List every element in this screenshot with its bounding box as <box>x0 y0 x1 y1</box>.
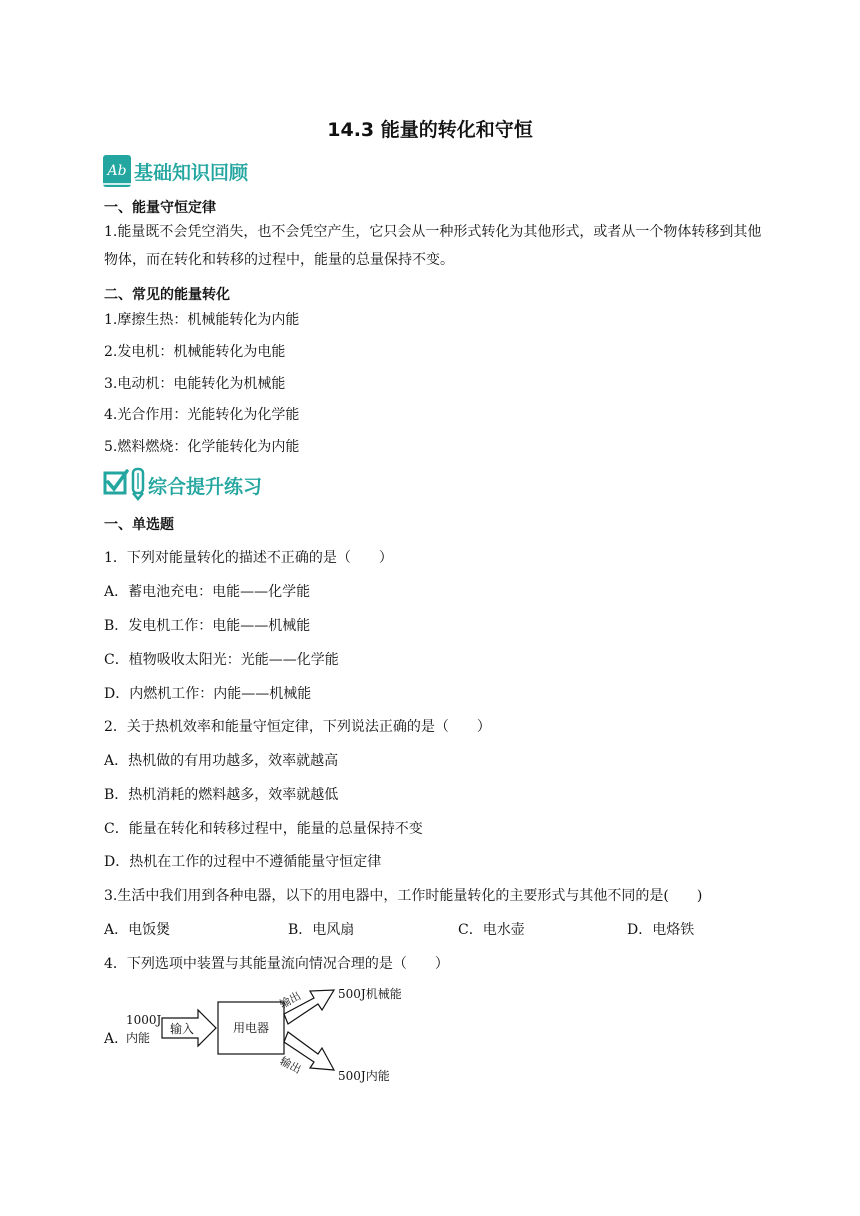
paragraph-conservation: 1.能量既不会凭空消失，也不会凭空产生，它只会从一种形式转化为其他形式，或者从一个物体转移到其他物体，而在转化和转移的过程中，能量的总量保持不变。 <box>104 224 762 268</box>
list-item: 4.光合作用：光能转化为化学能 <box>104 407 300 423</box>
question-3-stem: 3.生活中我们用到各种电器，以下的用电器中，工作时能量转化的主要形式与其他不同的是( ) <box>104 888 703 904</box>
diagram-input-amount: 1000J <box>126 1013 162 1027</box>
question-3-option-c: C．电水壶 <box>458 922 525 938</box>
diagram-output-bottom-arrow-label: 输出 <box>277 1054 304 1077</box>
diagram-input-arrow-label: 输入 <box>170 1022 195 1036</box>
question-4-stem: 4．下列选项中装置与其能量流向情况合理的是（ ） <box>104 956 449 972</box>
list-item: 5.燃料燃烧：化学能转化为内能 <box>104 439 300 455</box>
question-1-option-d: D．内燃机工作：内能——机械能 <box>104 686 312 702</box>
question-4-option-a-label: A． <box>104 1031 129 1047</box>
section-heading-practice: 综合提升练习 <box>148 476 263 498</box>
question-3-option-d: D．电烙铁 <box>627 922 695 938</box>
checkbox-pencil-icon <box>103 465 147 501</box>
subheading-single-choice: 一、单选题 <box>104 517 174 533</box>
section-heading-basics: 基础知识回顾 <box>134 162 249 184</box>
diagram-output-top-arrow-label: 输出 <box>277 989 303 1012</box>
question-1-option-b: B．发电机工作：电能——机械能 <box>104 618 311 634</box>
question-2-option-a: A．热机做的有用功越多，效率就越高 <box>104 753 339 769</box>
question-2-option-c: C．能量在转化和转移过程中，能量的总量保持不变 <box>104 821 423 837</box>
ab-book-icon: Ab <box>103 155 131 187</box>
page-title: 14.3 能量的转化和守恒 <box>327 119 533 141</box>
diagram-output-bottom: 500J内能 <box>338 1069 390 1083</box>
list-item: 2.发电机：机械能转化为电能 <box>104 344 286 360</box>
question-2-option-d: D．热机在工作的过程中不遵循能量守恒定律 <box>104 854 382 870</box>
list-item: 1.摩擦生热：机械能转化为内能 <box>104 312 300 328</box>
question-1-option-c: C．植物吸收太阳光：光能——化学能 <box>104 652 339 668</box>
question-2-stem: 2．关于热机效率和能量守恒定律，下列说法正确的是（ ） <box>104 719 491 735</box>
diagram-input-kind: 内能 <box>126 1031 151 1045</box>
diagram-device-label: 用电器 <box>232 1021 270 1035</box>
list-item: 3.电动机：电能转化为机械能 <box>104 376 286 392</box>
energy-flow-diagram <box>120 980 410 1090</box>
question-1-option-a: A．蓄电池充电：电能——化学能 <box>104 584 311 600</box>
question-2-option-b: B．热机消耗的燃料越多，效率就越低 <box>104 787 339 803</box>
subheading-common-conversion: 二、常见的能量转化 <box>104 287 230 303</box>
subheading-conservation: 一、能量守恒定律 <box>104 200 216 216</box>
question-3-option-b: B．电风扇 <box>288 922 355 938</box>
question-3-option-a: A．电饭煲 <box>104 922 171 938</box>
question-1-stem: 1．下列对能量转化的描述不正确的是（ ） <box>104 550 393 566</box>
diagram-output-top: 500J机械能 <box>338 987 402 1001</box>
